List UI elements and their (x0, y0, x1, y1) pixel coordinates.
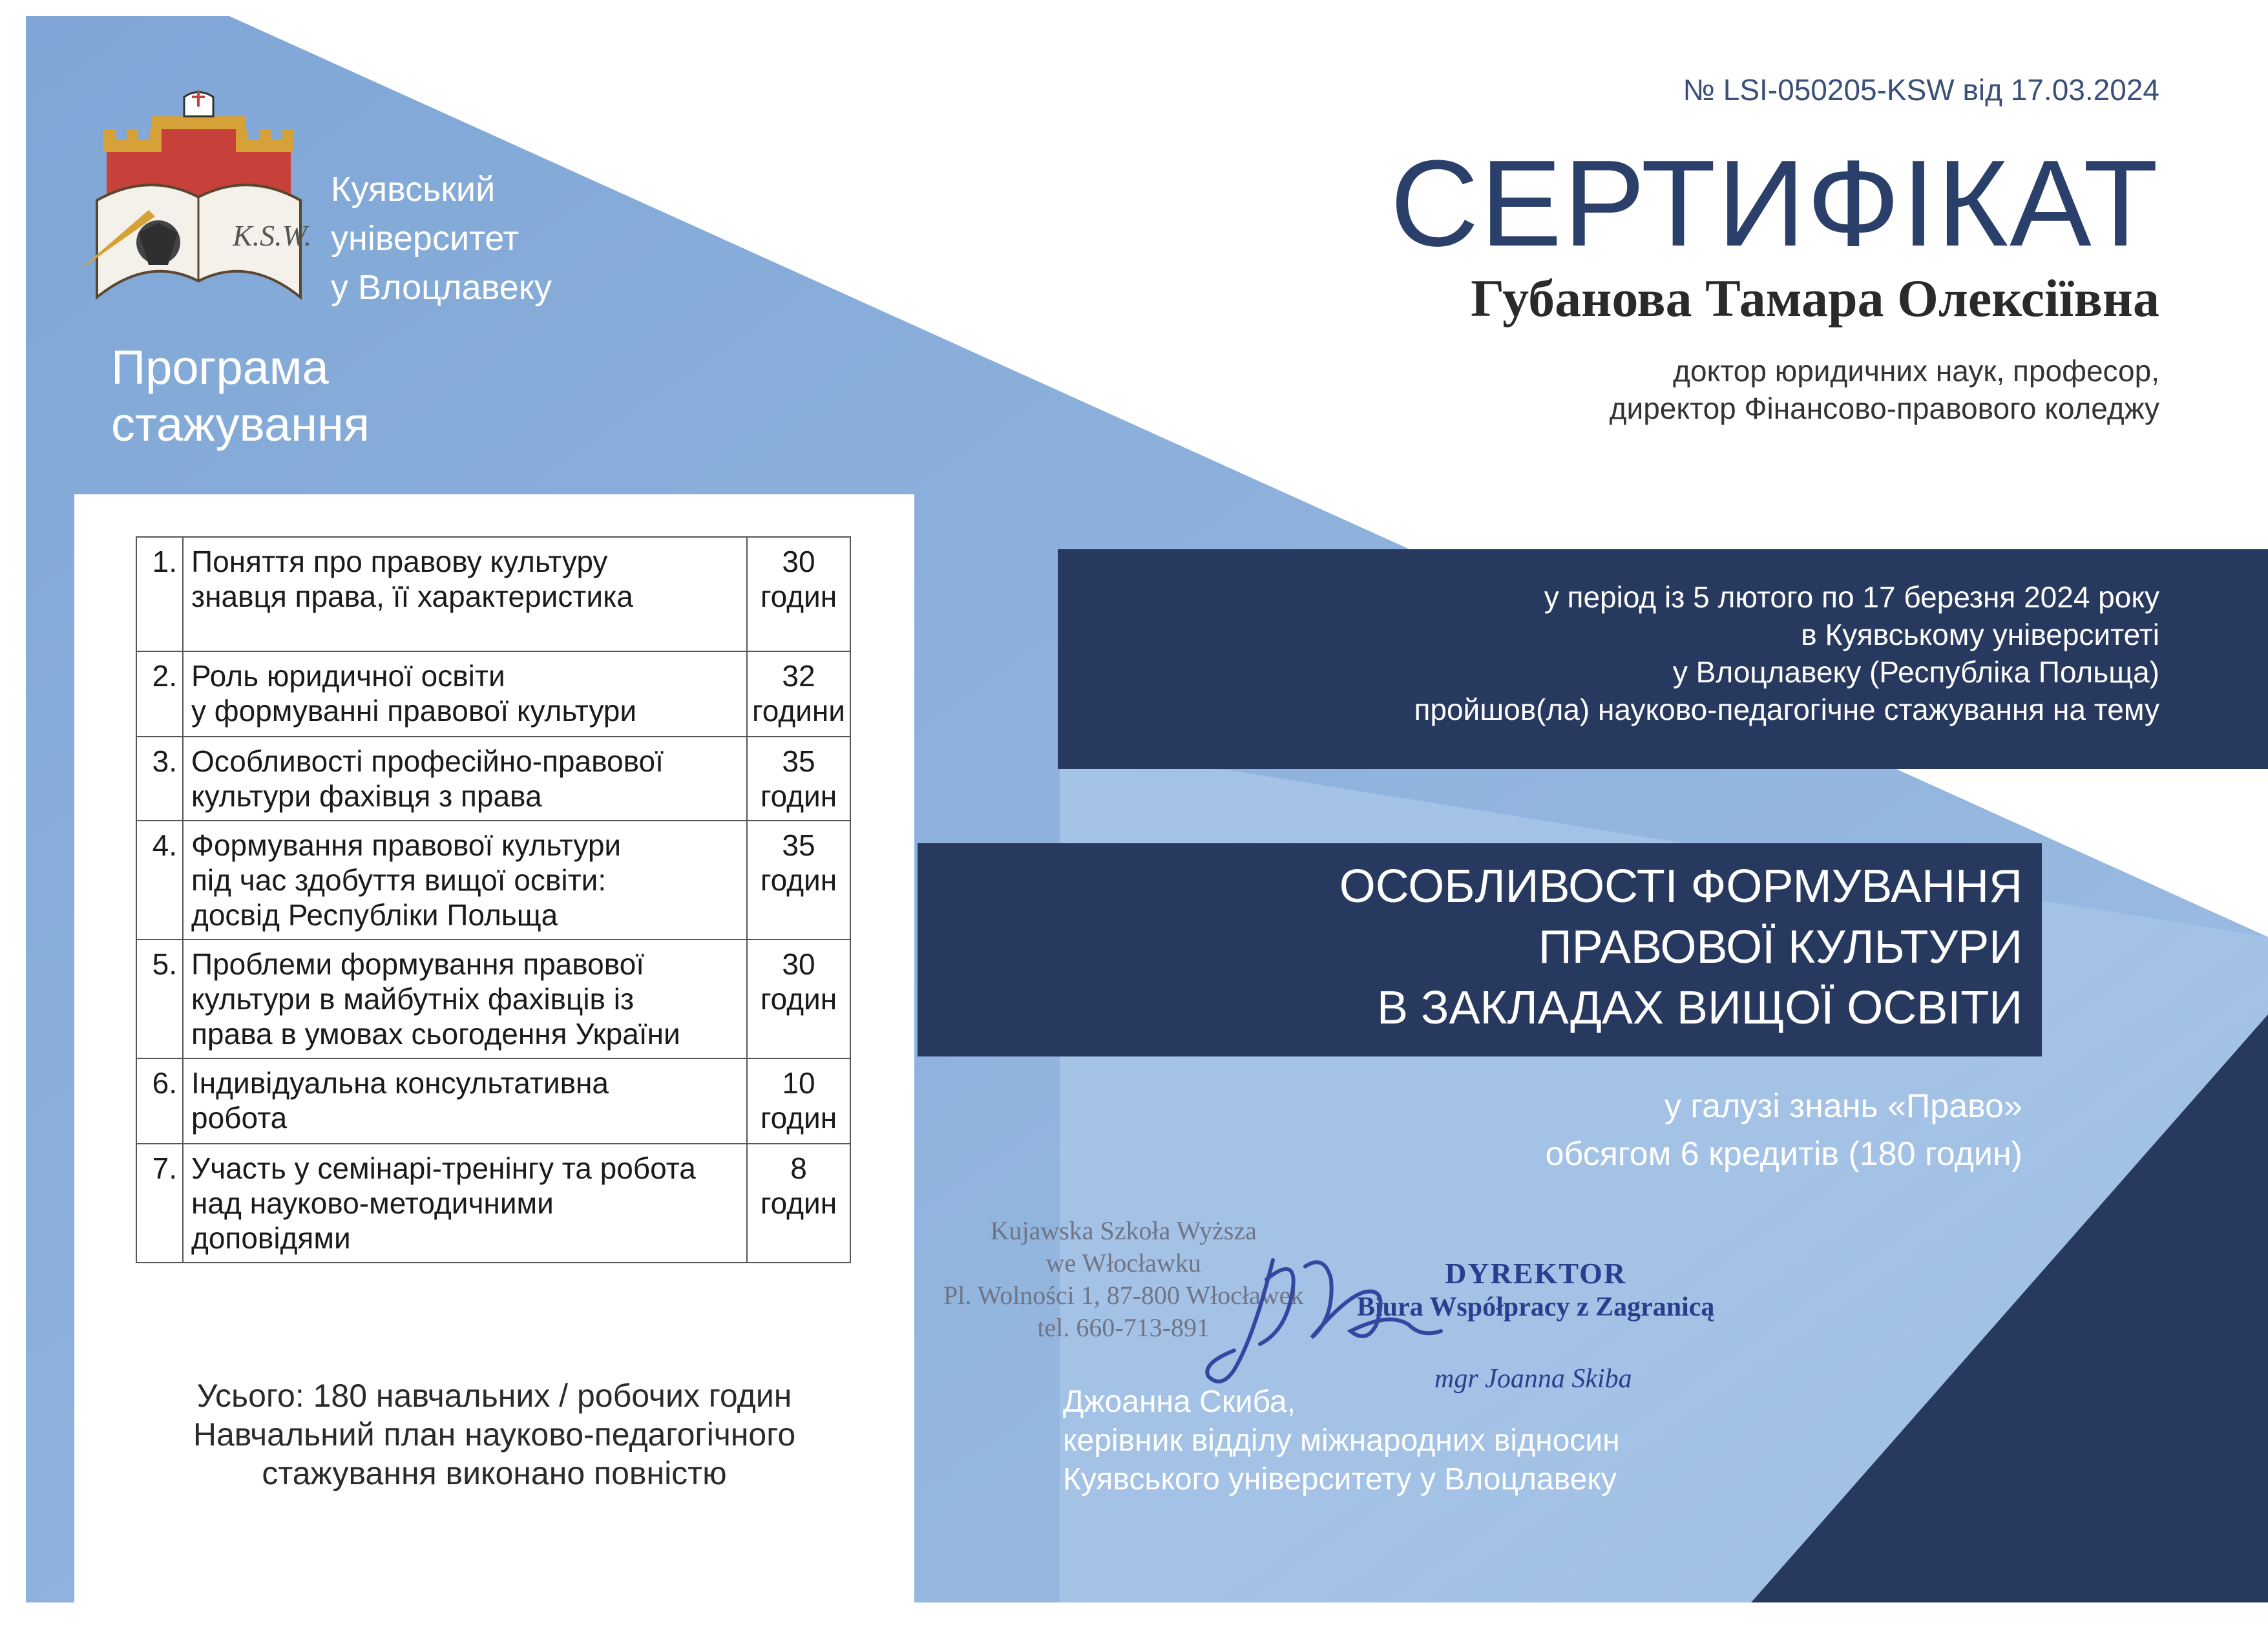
table-row: 5. Проблеми формування правової культури в майбутніх фахівців із права в умовах сьогодення України 30 годин (136, 940, 850, 1058)
table-row: 4. Формування правової культури під час здобуття вищої освіти: досвід Республіки Польща 35 годин (136, 821, 850, 940)
internship-topic: ОСОБЛИВОСТІ ФОРМУВАННЯ ПРАВОВОЇ КУЛЬТУРИ В ЗАКЛАДАХ ВИЩОЇ ОСВІТИ (1339, 861, 2022, 1034)
director-stamp: DYREKTOR Biura Współpracy z Zagranicą (1357, 1257, 1715, 1322)
table-row: 6. Індивідуальна консультативна робота 10 годин (136, 1058, 850, 1144)
recipient-name: Губанова Тамара Олексіївна (1471, 269, 2159, 328)
field-of-knowledge: у галузі знань «Право» обсягом 6 кредитів (180 годин) (1545, 1087, 2022, 1173)
university-name: Куявський університет у Влоцлавеку (331, 170, 552, 307)
recipient-position: доктор юридичних наук, професор, директор Фінансово-правового коледжу (1609, 354, 2159, 425)
period-text: у період із 5 лютого по 17 березня 2024 року в Куявському університеті у Влоцлавеку (Республіка Польща) пройшов(ла) науково-педагогічне стажування на тему (1414, 580, 2159, 726)
certificate-title: СЕРТИФІКАТ (1390, 135, 2159, 272)
program-table (136, 536, 851, 1263)
table-row: 1. Поняття про правову культуру знавця права, її характеристика 30 годин (136, 537, 850, 651)
total-hours: Усього: 180 навчальних / робочих годин Навчальний план науково-педагогічного стажування виконано повністю (193, 1378, 796, 1491)
table-row: 7. Участь у семінарі-тренінгу та робота над науково-методичними доповідями 8 годин (136, 1144, 850, 1263)
program-title: Програма стажування (111, 341, 370, 451)
signature-name: mgr Joanna Skiba (1434, 1364, 1632, 1394)
table-row: 3. Особливості професійно-правової культури фахівця з права 35 годин (136, 737, 850, 821)
university-logo (78, 87, 323, 320)
university-stamp: Kujawska Szkoła Wyższa we Włocławku Pl. Wolności 1, 87-800 Włocławek tel. 660-713-891 (943, 1216, 1304, 1342)
svg-text:K.S.W.: K.S.W. (233, 219, 312, 252)
certificate-number: № LSI-050205-KSW від 17.03.2024 (1683, 73, 2159, 107)
signatory: Джоанна Скиба, керівник відділу міжнародних відносин Куявського університету у Влоцлавеку (1063, 1385, 1620, 1497)
table-row: 2. Роль юридичної освіти у формуванні правової культури 32 години (136, 651, 850, 737)
